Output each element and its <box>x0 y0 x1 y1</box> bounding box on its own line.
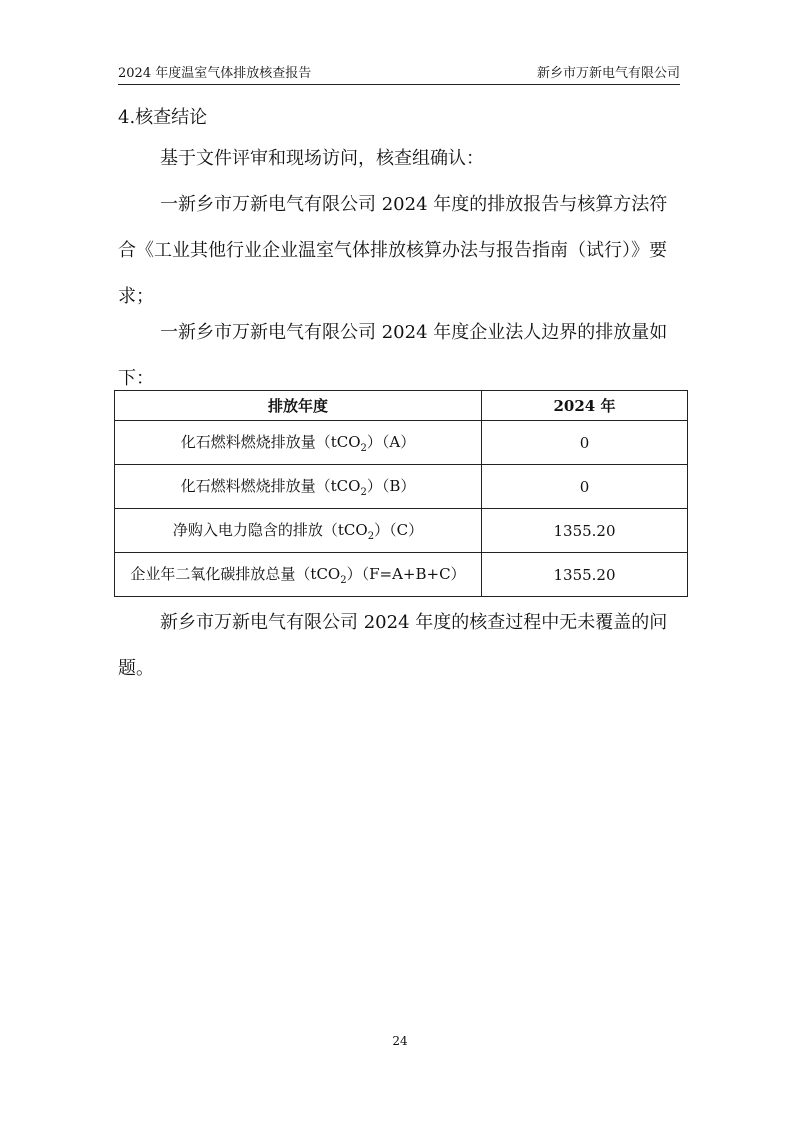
table-row <box>115 465 688 509</box>
table-header-cell: 排放年度 <box>115 391 482 421</box>
paragraph-intro: 基于文件评审和现场访问，核查组确认： <box>160 148 484 169</box>
header-report-title: 2024 年度温室气体排放核查报告 <box>118 66 312 81</box>
table-row <box>115 553 688 597</box>
paragraph-closing: 新乡市万新电气有限公司 2024 年度的核查过程中无未覆盖的问题。 <box>118 612 668 679</box>
paragraph-item-2: 一新乡市万新电气有限公司 2024 年度企业法人边界的排放量如下： <box>118 322 668 389</box>
row-value: 0 <box>482 465 688 509</box>
section-title: 4.核查结论 <box>118 107 208 128</box>
table-row <box>115 509 688 553</box>
table-header-row <box>115 391 688 421</box>
table-header-cell: 2024 年 <box>482 391 688 421</box>
header-company-name: 新乡市万新电气有限公司 <box>536 66 680 81</box>
paragraph-item-1: 一新乡市万新电气有限公司 2024 年度的排放报告与核算方法符合《工业其他行业企业温室气体排放核算办法与报告指南（试行）》要求； <box>118 194 668 307</box>
page-number: 24 <box>392 1034 408 1048</box>
emissions-table <box>114 390 688 597</box>
row-value: 1355.20 <box>482 509 688 553</box>
row-label: 化石燃料燃烧排放量（tCO$_2$）（B） <box>115 465 482 509</box>
row-label: 企业年二氧化碳排放总量（tCO$_2$）（F=A+B+C） <box>115 553 482 597</box>
row-label: 化石燃料燃烧排放量（tCO$_2$）（A） <box>115 421 482 465</box>
page-header <box>118 66 680 85</box>
table-row <box>115 421 688 465</box>
row-label: 净购入电力隐含的排放（tCO$_2$）（C） <box>115 509 482 553</box>
row-value: 0 <box>482 421 688 465</box>
row-value: 1355.20 <box>482 553 688 597</box>
